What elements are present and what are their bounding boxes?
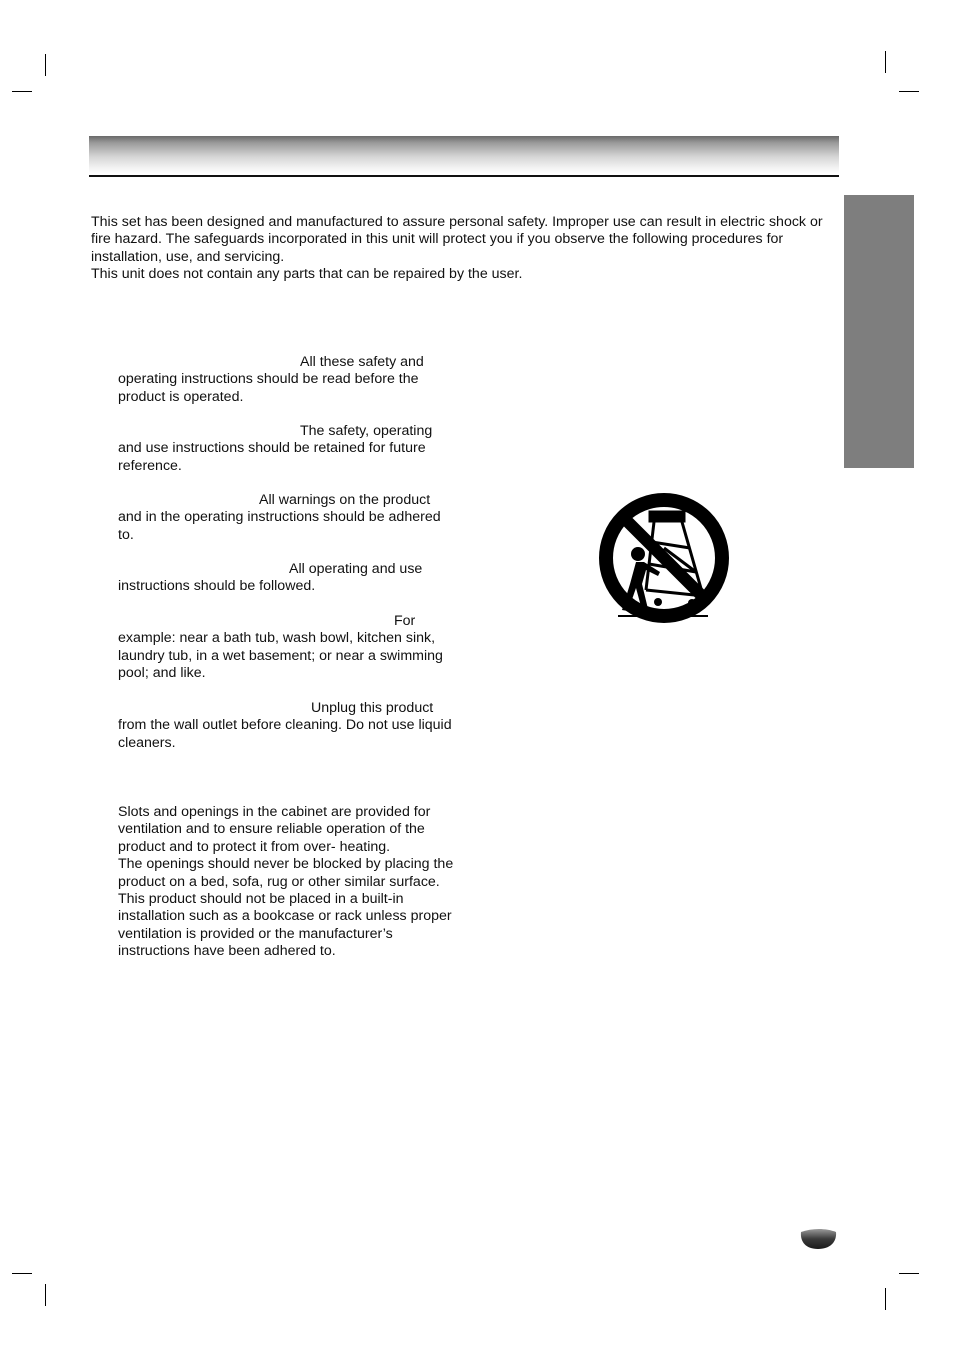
item-text: instructions should be followed. (118, 578, 316, 595)
item-lead: All warnings on the product (259, 492, 431, 508)
item-lead: Unplug this product (311, 700, 434, 716)
crop-mark (899, 91, 919, 92)
crop-mark (885, 1288, 886, 1310)
item-text: The openings should never be blocked by placing the product on a bed, sofa, rug or other similar surface. This product should not be placed in a built-in installation such as a bookcase or rack unless proper ventilation is provided or the manufacturer’s instructions have been adhered to. (118, 856, 454, 960)
item-lead: All these safety and (300, 354, 424, 370)
intro-text (91, 214, 831, 284)
no-cart-tip-over-icon (598, 492, 730, 624)
crop-mark (12, 1273, 32, 1274)
item-lead: All operating and use (289, 561, 423, 577)
list-item (118, 613, 458, 683)
item-lead: The safety, operating (300, 423, 433, 439)
list-item (118, 561, 458, 596)
intro-paragraph: This unit does not contain any parts that can be repaired by the user. (91, 266, 523, 283)
item-text: Slots and openings in the cabinet are provided for ventilation and to ensure reliable operation of the product and to protect it from over- heating. (118, 804, 431, 855)
crop-mark (12, 91, 32, 92)
page-number-badge-icon (800, 1228, 837, 1250)
item-lead: For (394, 613, 416, 629)
crop-mark (885, 51, 886, 73)
list-item (118, 492, 458, 544)
side-tab (844, 195, 914, 468)
crop-mark (899, 1273, 919, 1274)
item-text: from the wall outlet before cleaning. Do not use liquid cleaners. (118, 717, 452, 751)
crop-mark (45, 1284, 46, 1306)
list-item (118, 804, 458, 961)
section-header-bar (89, 136, 839, 174)
list-item (118, 423, 458, 475)
item-text: and in the operating instructions should be adhered to. (118, 509, 441, 543)
header-underline (89, 175, 839, 177)
crop-mark (45, 54, 46, 76)
item-text: operating instructions should be read before the product is operated. (118, 371, 419, 405)
item-text: example: near a bath tub, wash bowl, kitchen sink, laundry tub, in a wet basement; or near a swimming pool; and like. (118, 630, 443, 682)
list-item (118, 354, 458, 406)
item-text: and use instructions should be retained for future reference. (118, 440, 426, 474)
intro-paragraph: This set has been designed and manufactured to assure personal safety. Improper use can result in electric shock or fire hazard. The safeguards incorporated in this unit will protect you if you observe the following procedures for installation, use, and servicing. (91, 214, 823, 265)
list-item (118, 700, 458, 752)
